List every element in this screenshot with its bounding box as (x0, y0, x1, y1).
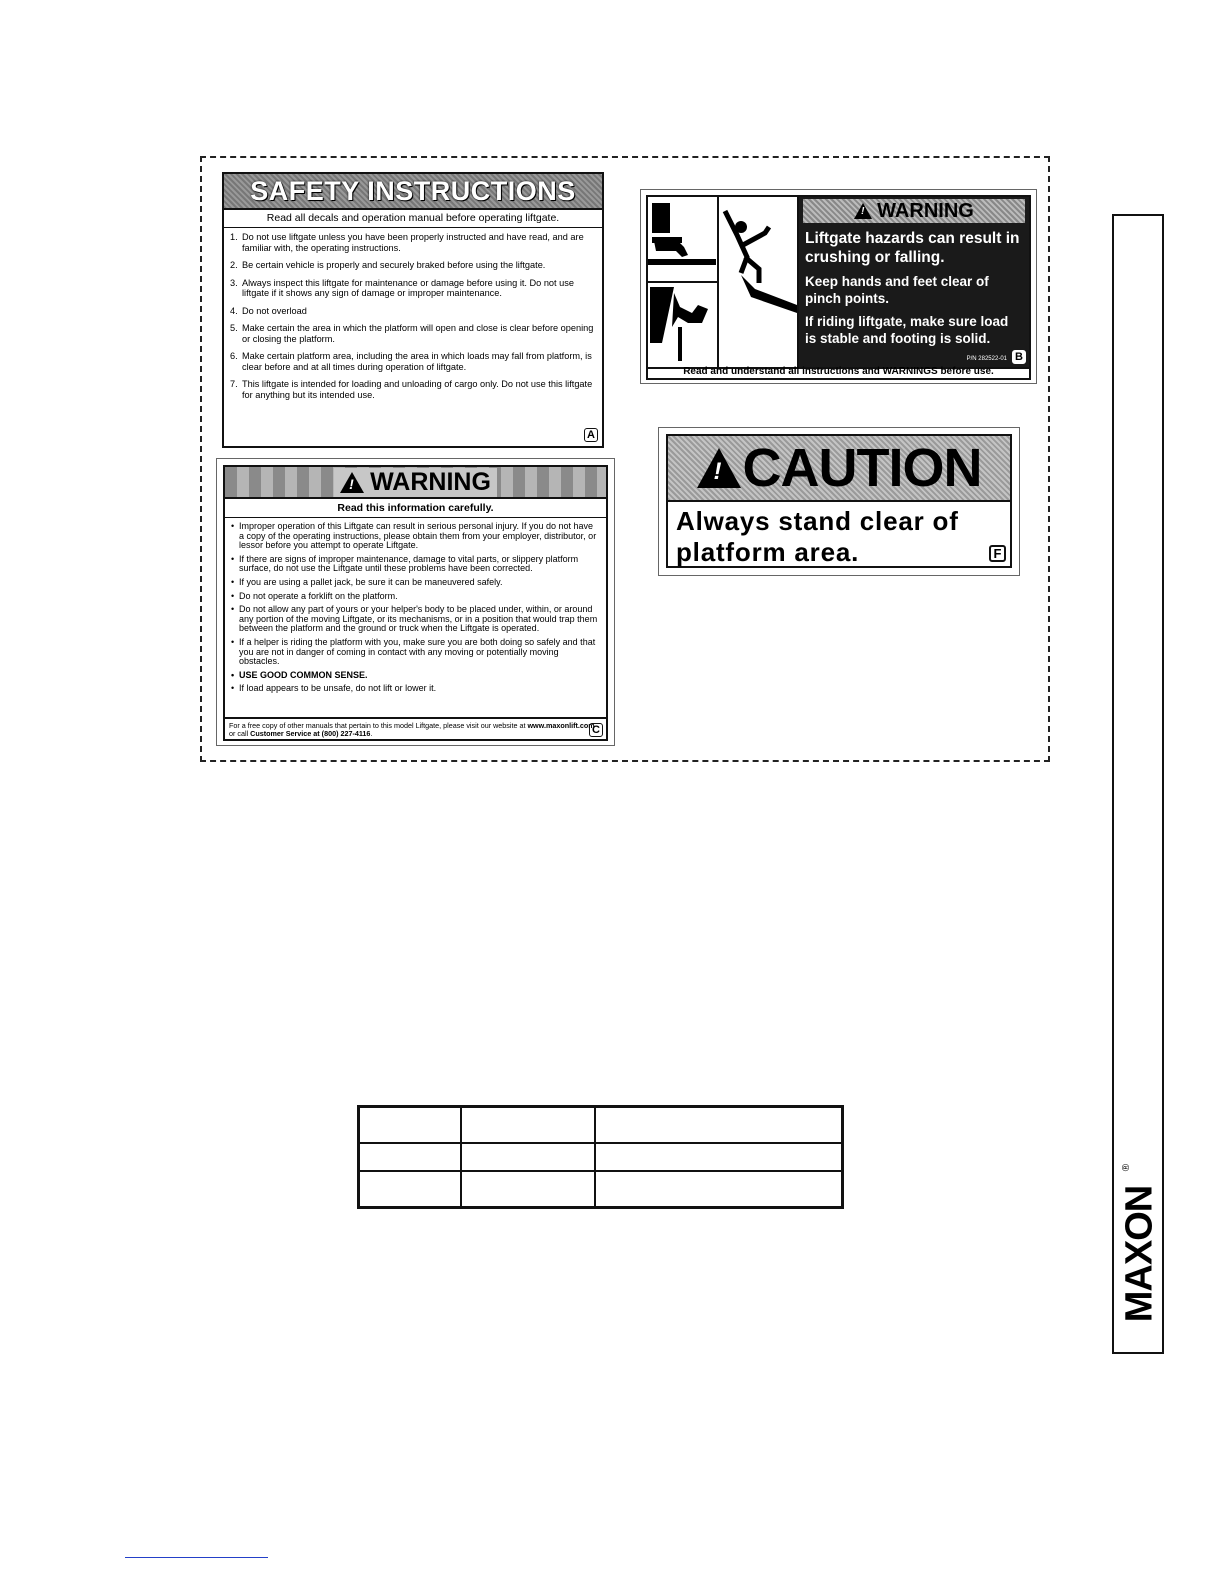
crush-foot-pictogram (648, 283, 717, 367)
bullet-icon: • (231, 590, 235, 601)
warning-title-c: WARNING (370, 467, 491, 496)
list-item-text: Always inspect this liftgate for maintenance or damage before using it. Do not use liftgate if it shows any sign of damage or improper maintenance. (242, 277, 574, 298)
warning-b-line3: If riding liftgate, make sure load is stable and footing is solid. (805, 314, 1009, 346)
bullet-icon: • (231, 576, 235, 587)
warning-decal-b (640, 189, 1037, 384)
falling-person-pictogram (719, 197, 797, 367)
maxon-logo (1120, 1162, 1160, 1346)
list-item-text: If you are using a pallet jack, be sure it can be maneuvered safely. (239, 576, 503, 587)
table-cell (359, 1107, 462, 1143)
bullet-icon: • (231, 636, 235, 647)
warning-triangle-icon (340, 472, 364, 493)
list-item (230, 306, 594, 317)
table-cell (461, 1107, 595, 1143)
safety-instructions-subtitle: Read all decals and operation manual before operating liftgate. (224, 210, 602, 228)
list-item (231, 684, 600, 694)
caution-triangle-icon (697, 448, 741, 488)
blank-table (357, 1105, 844, 1209)
list-item (231, 671, 600, 681)
decal-letter-c: C (589, 723, 603, 737)
table-row (359, 1171, 843, 1207)
warning-subtitle-c: Read this information carefully. (225, 499, 606, 518)
hazard-pictograms (648, 197, 799, 367)
table-cell (595, 1171, 843, 1207)
list-item (231, 522, 600, 551)
list-item-text: Do not operate a forklift on the platform. (239, 590, 398, 601)
bullet-icon: • (231, 521, 235, 531)
decal-letter-f: F (989, 545, 1006, 562)
list-item (231, 578, 600, 588)
list-item-number: 3. (230, 277, 238, 288)
list-item (231, 555, 600, 574)
table-cell (595, 1107, 843, 1143)
table-cell (461, 1143, 595, 1172)
list-item-text: Be certain vehicle is properly and securely braked before using the liftgate. (242, 260, 546, 270)
list-item-text: USE GOOD COMMON SENSE. (239, 669, 368, 680)
list-item (230, 379, 594, 400)
crush-hand-pictogram (648, 197, 717, 283)
list-item-number: 1. (230, 232, 238, 242)
footer-url: www.maxonlift.com (527, 721, 595, 730)
footer-rule (125, 1557, 268, 1558)
list-item (230, 351, 594, 372)
caution-title: CAUTION (742, 438, 982, 498)
bullet-icon: • (231, 669, 235, 680)
list-item-text: Do not use liftgate unless you have been properly instructed and have read, and are familiar with, the operating instructions. (242, 232, 584, 253)
footer-text: For a free copy of other manuals that pertain to this model Liftgate, please visit our website at (229, 721, 528, 730)
table-row (359, 1107, 843, 1143)
list-item (231, 605, 600, 634)
safety-instructions-decal (222, 172, 604, 448)
bullet-icon: • (231, 604, 235, 615)
list-item-text: Improper operation of this Liftgate can result in serious personal injury. If you do not have a copy of the operating instructions, please obtain them from your employer, distributor, or lessor before you attempt to operate Liftgate. (239, 521, 597, 551)
table-cell (595, 1143, 843, 1172)
caution-text: Always stand clear of platform area. (676, 506, 959, 567)
table-cell (359, 1143, 462, 1172)
list-item-number: 6. (230, 351, 238, 361)
safety-instructions-title: SAFETY INSTRUCTIONS (250, 175, 576, 206)
list-item-number: 7. (230, 379, 238, 389)
list-item-text: This liftgate is intended for loading and unloading of cargo only. Do not use this liftgate for anything but its intended use. (242, 379, 593, 400)
list-item (230, 260, 594, 271)
warning-banner-c (225, 467, 606, 499)
list-item-text: Make certain platform area, including the area in which loads may fall from platform, is clear before and at all times during operation of liftgate. (242, 351, 592, 372)
registered-mark: ® (1121, 1163, 1133, 1172)
warning-footer-c (225, 717, 606, 739)
list-item-text: If load appears to be unsafe, do not lift or lower it. (239, 683, 437, 694)
caution-banner (668, 436, 1010, 502)
list-item-text: If a helper is riding the platform with you, make sure you are both doing so safely and that you are not in danger of coming in contact with any moving or potentially moving obstacles. (239, 636, 596, 667)
bullet-icon: • (231, 553, 235, 564)
warning-b-line1: Liftgate hazards can result in crushing or falling. (805, 230, 1020, 266)
list-item-text: Make certain the area in which the platform will open and close is clear before opening or closing the platform. (242, 323, 594, 344)
warning-list-c (225, 518, 606, 694)
bullet-icon: • (231, 683, 235, 694)
list-item-number: 2. (230, 260, 238, 270)
list-item (230, 232, 594, 253)
table-cell (359, 1171, 462, 1207)
decal-letter-a: A (584, 428, 598, 442)
safety-instructions-banner (224, 174, 602, 210)
warning-b-line2: Keep hands and feet clear of pinch points. (805, 274, 989, 306)
warning-text-panel-b (799, 197, 1029, 367)
footer-text-mid: or call (229, 729, 251, 739)
list-item (230, 323, 594, 344)
list-item-text: Do not overload (242, 305, 307, 316)
warning-banner-b (803, 199, 1025, 223)
warning-decal-c (216, 458, 615, 746)
list-item-number: 5. (230, 323, 238, 333)
safety-instructions-list (224, 228, 602, 400)
footer-text-end: . (370, 729, 373, 739)
list-item (231, 638, 600, 667)
warning-footer-b: Read and understand all instructions and WARNINGS before use. (646, 367, 1031, 380)
part-number: P/N 282522-01 (966, 356, 1007, 362)
list-item-number: 4. (230, 305, 238, 316)
brand-logo-text: MAXON (1118, 1185, 1161, 1323)
decal-letter-b: B (1012, 350, 1026, 364)
warning-triangle-icon (854, 203, 872, 219)
list-item (230, 278, 594, 299)
list-item-text: If there are signs of improper maintenance, damage to vital parts, or slippery platform surface, do not use the Liftgate until these problems have been corrected. (239, 553, 579, 574)
table-cell (461, 1171, 595, 1207)
warning-title-b: WARNING (877, 199, 974, 222)
table-row (359, 1143, 843, 1172)
caution-decal (658, 427, 1020, 576)
footer-phone: Customer Service at (800) 227-4116 (250, 729, 371, 739)
list-item (231, 592, 600, 602)
list-item-text: Do not allow any part of yours or your helper's body to be placed under, within, or around any portion of the moving Liftgate, or its mechanisms, or in a position that would trap them between the platform and the ground or truck when the Liftgate is operated. (239, 604, 598, 634)
